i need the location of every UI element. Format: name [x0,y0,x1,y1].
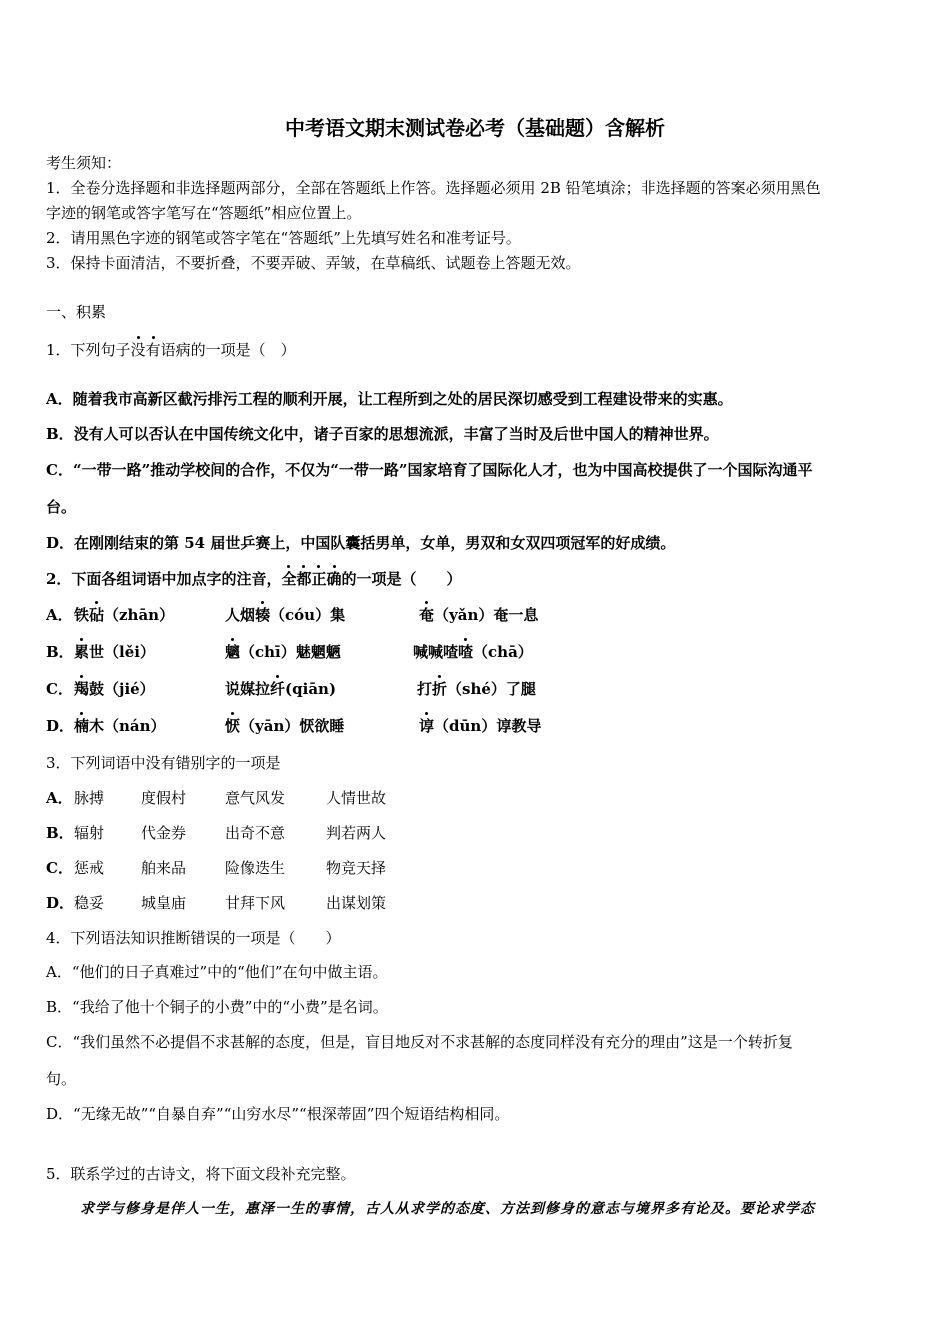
q1-stem-post: 语病的一项是（ ） [160,341,296,359]
q3-a-label: A． [46,789,73,807]
q2-a-item-2-post: （cóu）集 [270,606,346,624]
q3-c-word-1: 惩戒 [74,859,105,877]
q2-b-item-3-pre: 喊喊喳 [413,643,459,661]
q2-c-item-1-post: 鼓（jié） [89,680,155,698]
q3-c-word-4: 物竞天择 [326,859,387,877]
q3-d-word-2: 城皇庙 [141,894,187,912]
q3-d-word-4: 出谋划策 [326,894,387,912]
q3-c-word-3: 险像迭生 [225,859,286,877]
q2-d-item-2-dot: 恹 [225,717,241,735]
q2-d-item-1-post: 木（nán） [89,717,166,735]
q2-a-item-3-post: （yǎn）奄一息 [434,606,539,624]
notice-heading: 考生须知： [46,154,122,172]
notice-item-2: 2．请用黑色字迹的钢笔或答字笔在“答题纸”上先填写姓名和准考证号。 [46,229,521,247]
q2-a-item-1-pre: 铁 [74,606,90,624]
q2-c-item-2-dot: 纤 [270,680,286,698]
q1-dot-2: 有 [145,341,161,359]
q2-b-item-3 [413,642,533,662]
q2-dot-1: 全 [281,570,297,588]
q3-b-word-2: 代金券 [141,824,187,842]
section-heading: 一、积累 [46,303,107,321]
q2-d-label: D． [46,717,75,735]
q3-a-word-2: 度假村 [141,789,187,807]
q3-d-label: D． [46,894,75,912]
q5-stem: 5．联系学过的古诗文，将下面文段补充完整。 [46,1165,356,1183]
q2-d-item-2 [225,716,344,736]
q2-a-item-1 [74,605,174,625]
q4-option-b: B．“我给了他十个铜子的小费”中的“小费”是名词。 [46,998,388,1016]
q3-b-word-1: 辐射 [74,824,105,842]
q2-b-item-2-dot: 魑 [225,643,241,661]
q5-passage: 求学与修身是伴人一生，惠泽一生的事情，古人从求学的态度、方法到修身的意志与境界多有论及。要论求学态 [80,1201,815,1217]
q2-c-item-2-pre: 说媒拉 [225,680,271,698]
q2-stem [46,569,462,589]
q1-stem [46,340,296,360]
q4-option-c-line1: C．“我们虽然不必提倡不求甚解的态度，但是，盲目地反对不求甚解的态度同样没有充分的理由”这是一个转折复 [46,1033,793,1051]
q1-option-b: B．没有人可以否认在中国传统文化中，诸子百家的思想流派，丰富了当时及后世中国人的精神世界。 [46,425,719,443]
q2-a-item-1-post: （zhān） [104,606,175,624]
q2-b-item-2 [225,642,341,662]
q1-dot-1: 没 [130,341,146,359]
page-title: 中考语文期末测试卷必考（基础题）含解析 [285,116,665,140]
q2-c-item-2-post: (qiān) [285,680,337,698]
q2-a-item-2 [225,605,345,625]
q2-b-item-1-post: 世（lěi） [89,643,155,661]
q3-d-word-1: 稳妥 [74,894,105,912]
q2-a-label: A． [46,606,73,624]
q2-stem-post: 的一项是（ ） [341,570,462,588]
q2-b-label: B． [46,643,74,661]
q2-a-item-2-dot: 辏 [255,606,271,624]
q2-b-item-3-post: （chā） [473,643,533,661]
notice-item-3: 3．保持卡面清洁，不要折叠，不要弄破、弄皱，在草稿纸、试题卷上答题无效。 [46,254,581,272]
q2-c-item-3-post: （shé）了腿 [447,680,536,698]
q3-b-label: B． [46,824,74,842]
q2-d-item-3-post: （dūn）谆教导 [434,717,542,735]
q3-c-word-2: 舶来品 [141,859,187,877]
q2-a-item-1-dot: 砧 [89,606,105,624]
q3-b-word-4: 判若两人 [326,824,387,842]
q2-dot-3: 正 [311,570,327,588]
q1-stem-pre: 1．下列句子 [46,341,131,359]
q3-stem: 3．下列词语中没有错别字的一项是 [46,754,281,772]
q4-option-c-line2: 句。 [46,1070,77,1088]
notice-item-1a: 1．全卷分选择题和非选择题两部分，全部在答题纸上作答。选择题必须用 2B 铅笔填涂；非选择题的答案必须用黑色 [46,179,821,197]
q2-d-item-2-post: （yān）恹欲睡 [240,717,345,735]
q3-a-word-1: 脉搏 [74,789,105,807]
q2-a-item-3-dot: 奄 [419,606,435,624]
q4-option-a: A．“他们的日子真难过”中的“他们”在句中做主语。 [46,963,388,981]
q2-c-label: C． [46,680,73,698]
q3-d-word-3: 甘拜下风 [225,894,286,912]
q2-b-item-2-post: （chī）魅魍魉 [240,643,341,661]
q4-stem: 4．下列语法知识推断错误的一项是（ ） [46,929,341,947]
q2-dot-4: 确 [326,570,342,588]
q1-option-c-line1: C．“一带一路”推动学校间的合作，不仅为“一带一路”国家培育了国际化人才，也为中国高校提供了一个国际沟通平 [46,461,813,479]
q2-b-item-1-dot: 累 [74,643,90,661]
q2-c-item-3-dot: 折 [432,680,448,698]
notice-item-1b: 字迹的钢笔或答字笔写在“答题纸”相应位置上。 [46,204,362,222]
q3-a-word-4: 人情世故 [326,789,387,807]
q2-b-item-3-dot: 喳 [458,643,474,661]
q2-a-item-2-pre: 人烟 [225,606,256,624]
q2-c-item-3 [417,679,536,699]
q3-b-word-3: 出奇不意 [225,824,286,842]
q2-b-item-1 [74,642,155,662]
q3-a-word-3: 意气风发 [225,789,286,807]
q2-c-item-3-pre: 打 [417,680,433,698]
q1-option-a: A．随着我市高新区截污排污工程的顺利开展，让工程所到之处的居民深切感受到工程建设带来的实惠。 [46,390,733,408]
q2-d-item-1 [74,716,166,736]
q2-c-item-1 [74,679,155,699]
q3-c-label: C． [46,859,73,877]
q2-c-item-1-dot: 羯 [74,680,90,698]
q2-dot-2: 都 [296,570,312,588]
q2-d-item-3-dot: 谆 [419,717,435,735]
q2-stem-pre: 2．下面各组词语中加点字的注音， [46,570,282,588]
q2-d-item-3 [419,716,541,736]
q1-option-d: D．在刚刚结束的第 54 届世乒赛上，中国队囊括男单，女单，男双和女双四项冠军的好成绩。 [46,534,676,552]
q4-option-d: D．“无缘无故”“自暴自弃”“山穷水尽”“根深蒂固”四个短语结构相同。 [46,1105,510,1123]
q2-a-item-3 [419,605,538,625]
q2-d-item-1-dot: 楠 [74,717,90,735]
q1-option-c-line2: 台。 [46,498,77,516]
q2-c-item-2 [225,679,336,699]
